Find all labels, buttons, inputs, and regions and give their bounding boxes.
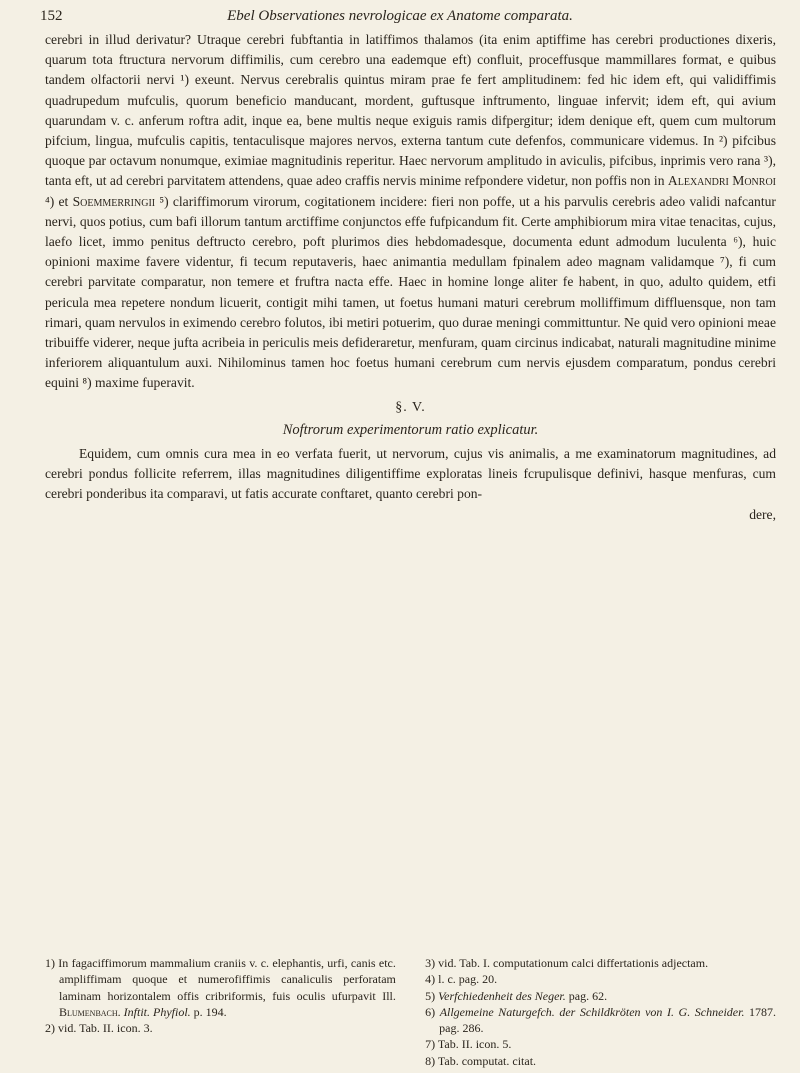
footnote-1-text: 1) In fagaciffimorum mammalium craniis v. c. elephantis, urfi, canis etc. ampliffimam quoque et numerofiffimis canaliculis perforatam laminam horizontalem offis cribriformis, fuis oculis ufurpavit Ill. bbox=[45, 956, 396, 1003]
footnote-3: 3) vid. Tab. I. computationum calci differtationis adjectam. bbox=[425, 956, 709, 970]
paragraph-2: Equidem, cum omnis cura mea in eo verfata fuerit, ut nervorum, cujus vis animalis, a me examinatorum magnitudines, ad cerebri pondus follicite referrem, illas magnitudines diligentiffime exploratas lineis fcrupulisque definivi, hasque menfuras, cum cerebri ponderibus ita comparavi, ut fatis accurate conftaret, quanto cerebri pon- bbox=[45, 446, 776, 502]
section-number: §. V. bbox=[395, 399, 426, 415]
footnote-8: 8) Tab. computat. citat. bbox=[425, 1053, 537, 1068]
conjunction-et: et bbox=[58, 193, 69, 209]
footnote-ref-5: ⁵) bbox=[159, 193, 169, 209]
footnote-1 bbox=[45, 955, 396, 1020]
footnote-4: 4) l. c. pag. 20. bbox=[425, 972, 498, 987]
footnote-1-author: Blumenbach. bbox=[59, 1004, 121, 1019]
footnote-2: 2) vid. Tab. II. icon. 3. bbox=[45, 1021, 153, 1036]
running-header bbox=[40, 8, 760, 30]
footnote-ref-4: ⁴) bbox=[45, 193, 55, 209]
footnotes bbox=[45, 955, 776, 1069]
footnote-6-title: Allgemeine Naturgefch. der Schildkröten von I. G. Schneider. bbox=[439, 1004, 745, 1019]
paragraph-1-text: cerebri in illud derivatur? Utraque cerebri fubftantia in latiffimos thalamos (ita enim aptiffime has cerebri productiones dixeris, quarum tota ftructura nervorum diffimilis, cum cerebro una eademque eft) confluit, proceffusque mammillares format, e quibus tandem olfactorii nervi ¹) exeunt. Nervus cerebralis quintus miram prae fe fert amplitudinem: fed hic idem eft, qui validiffimis quadrupedum mufculis, quorum beneficio manducant, mordent, guftusque inftrumento, linguae infervit; idem eft, qui avium quarundam v. c. anferum roftra adit, inque ea, bene multis neque exiguis ramis difpergitur; idem denique eft, quem cum multorum pifcium, lingua, mufculis capitis, tentaculisque majores nervos, externa tantum cute defenfos, communicare videmus. In ²) pifcibus quoque par octavum nonumque, eximiae magnitudinis reperitur. Haec nervorum amplitudo in aviculis, pifcibus, inprimis vero rana ³), tanta eft, ut ad cerebri parvitatem attendens, quae adeo craffis nervis minime refpondere videtur, non poffis non in bbox=[45, 32, 776, 189]
author-name-soemmerring: Soemmerringii bbox=[72, 193, 156, 209]
footnote-5 bbox=[425, 988, 776, 1004]
author-name-monro: Alexandri Monroi bbox=[667, 173, 776, 189]
footnote-5-page: pag. 62. bbox=[568, 988, 608, 1003]
footnote-5-num: 5) bbox=[425, 988, 436, 1003]
footnotes-right-column bbox=[425, 955, 776, 1069]
paragraph-1b-text: clariffimorum virorum, cogitationem incidere: fieri non poffe, ut a his parvulis cerebris adeo validi nafcantur nervi, quos potius, cum bafi illorum tantum arctiffime conjunctos effe fufpicandum fit. Certe amphibiorum mira vitae tenacitas, cujus, laefo licet, immo penitus deftructo cerebro, poft plurimos dies hebdomadesque, documenta edunt admodum luculenta ⁶), huic opinioni maxime favere videntur, fi tecum reputaveris, haec animantia medullam fpinalem adeo magnam validamque ⁷), fi cum cerebri parvitate comparatur, non temere et fruftra nacta effe. Haec in homine longe aliter fe habent, in quo, adulto quidem, etfi pericula mea repetere nondum licuerit, contigit mihi tamen, ut foetus humani maturi cerebrum molliffimum diffluensque, non tam rimari, quam nervulos in eximendo cerebro folutos, ibi metiri potuerim, quo durae meningi committuntur. Ne quid vero opinioni meae tribuiffe viderer, neque jufta acribeia in periculis meis defideraretur, menfuram, quam circinus indicabat, naturali magnitudine minime inferiorem aliquantulum auxi. Nihilominus tamen hoc foetus humani cerebrum cum nervis ejusdem comparatum, pondus cerebri equini ⁸) maxime fuperavit. bbox=[45, 193, 776, 391]
footnote-5-title: Verfchiedenheit des Neger. bbox=[438, 988, 566, 1003]
footnote-1-source: Inftit. Phyfiol. bbox=[123, 1004, 191, 1019]
page-number: 152 bbox=[40, 8, 63, 24]
footnote-7: 7) Tab. II. icon. 5. bbox=[425, 1037, 512, 1052]
section-title: Noftrorum experimentorum ratio explicatur. bbox=[282, 421, 539, 438]
footnote-6-num: 6) bbox=[425, 1004, 436, 1019]
catchword: dere, bbox=[749, 506, 776, 522]
footnote-6-year: 1787. pag. 286. bbox=[439, 1004, 776, 1036]
running-title: Ebel Observationes nevrologicae ex Anatome comparata. bbox=[227, 8, 573, 24]
footnote-1-page: p. 194. bbox=[193, 1004, 227, 1019]
footnote-6 bbox=[425, 1004, 776, 1037]
main-text bbox=[45, 30, 776, 525]
footnotes-left-column bbox=[45, 955, 396, 1069]
paragraph-continued bbox=[45, 30, 776, 394]
